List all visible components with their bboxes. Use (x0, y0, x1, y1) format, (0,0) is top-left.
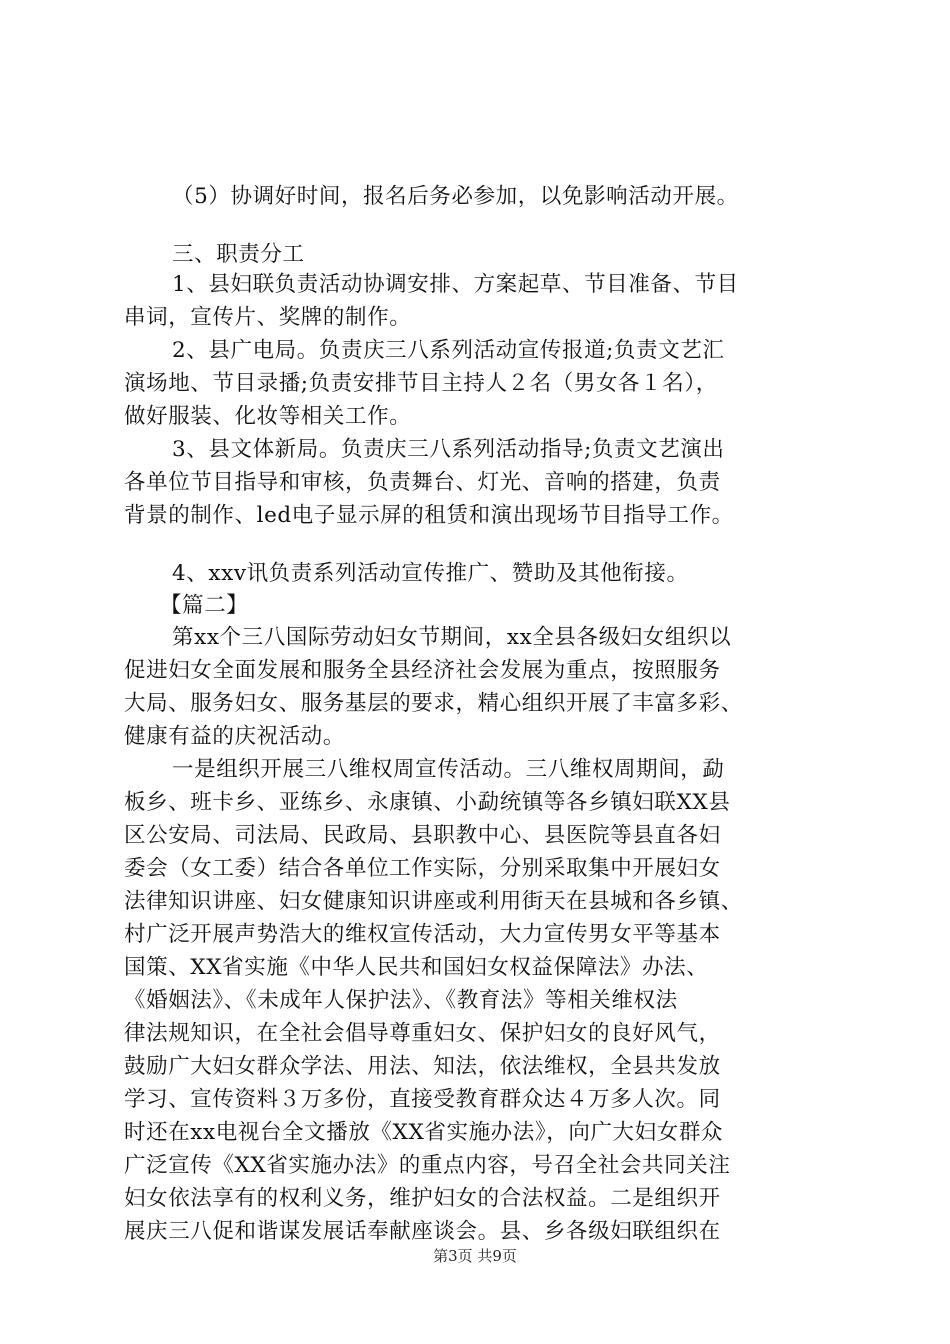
paragraph-body-line-14: 妇女依法享有的权利义务，维护妇女的合法权益。二是组织开 (124, 1186, 721, 1211)
section-title-part-two: 【篇二】 (160, 593, 249, 618)
paragraph-body-line-10: 鼓励广大妇女群众学法、用法、知法，依法维权，全县共发放 (124, 1054, 721, 1079)
paragraph-body-line-12: 时还在xx电视台全文播放《XX省实施办法》，向广大妇女群众 (124, 1120, 724, 1145)
paragraph-duty-2-line-3: 做好服装、化妆等相关工作。 (124, 404, 412, 429)
section-heading-duties: 三、职责分工 (172, 242, 305, 267)
paragraph-body-line-3: 区公安局、司法局、民政局、县职教中心、县医院等县直各妇 (124, 823, 721, 848)
paragraph-body-line-15: 展庆三八促和谐谋发展话奉献座谈会。县、乡各级妇联组织在 (124, 1219, 721, 1244)
paragraph-body-line-8: 《婚姻法》、《未成年人保护法》、《教育法》等相关维权法 (124, 988, 678, 1013)
paragraph-body-line-4: 委会（女工委）结合各单位工作实际，分别采取集中开展妇女 (124, 856, 721, 881)
page-number-footer: 第3页 共9页 (433, 1247, 517, 1265)
paragraph-duty-1-line-2: 串词，宣传片、奖牌的制作。 (124, 305, 412, 330)
paragraph-duty-3-line-3: 背景的制作、led电子显示屏的租赁和演出现场节目指导工作。 (124, 503, 734, 528)
paragraph-duty-2-line-1: 2、县广电局。负责庆三八系列活动宣传报道;负责文艺汇 (172, 338, 725, 363)
paragraph-body-line-9: 律法规知识，在全社会倡导尊重妇女、保护妇女的良好风气， (124, 1021, 721, 1046)
paragraph-body-line-1: 一是组织开展三八维权周宣传活动。三八维权周期间，勐 (172, 757, 725, 782)
paragraph-body-line-13: 广泛宣传《XX省实施办法》的重点内容，号召全社会共同关注 (124, 1153, 731, 1178)
paragraph-intro-line-1: 第xx个三八国际劳动妇女节期间，xx全县各级妇女组织以 (172, 625, 732, 650)
paragraph-body-line-7: 国策、XX省实施《中华人民共和国妇女权益保障法》办法、 (124, 955, 709, 980)
paragraph-intro-line-3: 大局、服务妇女、服务基层的要求，精心组织开展了丰富多彩、 (124, 691, 743, 716)
paragraph-duty-4: 4、xxv讯负责系列活动宣传推广、赞助及其他衔接。 (172, 561, 689, 586)
paragraph-intro-line-4: 健康有益的庆祝活动。 (124, 724, 346, 749)
paragraph-body-line-11: 学习、宣传资料３万多份，直接受教育群众达４万多人次。同 (124, 1087, 721, 1112)
paragraph-duty-3-line-2: 各单位节目指导和审核，负责舞台、灯光、音响的搭建，负责 (124, 470, 721, 495)
paragraph-duty-2-line-2: 演场地、节目录播;负责安排节目主持人２名（男女各１名）， (124, 371, 718, 396)
paragraph-item-5: （5）协调好时间，报名后务必参加，以免影响活动开展。 (172, 184, 739, 209)
paragraph-duty-3-line-1: 3、县文体新局。负责庆三八系列活动指导;负责文艺演出 (172, 437, 725, 462)
paragraph-body-line-2: 板乡、班卡乡、亚练乡、永康镇、小勐统镇等各乡镇妇联XX县 (124, 790, 731, 815)
paragraph-duty-1-line-1: 1、县妇联负责活动协调安排、方案起草、节目准备、节目 (172, 272, 739, 297)
paragraph-body-line-5: 法律知识讲座、妇女健康知识讲座或利用街天在县城和各乡镇、 (124, 889, 743, 914)
paragraph-body-line-6: 村广泛开展声势浩大的维权宣传活动，大力宣传男女平等基本 (124, 922, 721, 947)
paragraph-intro-line-2: 促进妇女全面发展和服务全县经济社会发展为重点，按照服务 (124, 658, 721, 683)
